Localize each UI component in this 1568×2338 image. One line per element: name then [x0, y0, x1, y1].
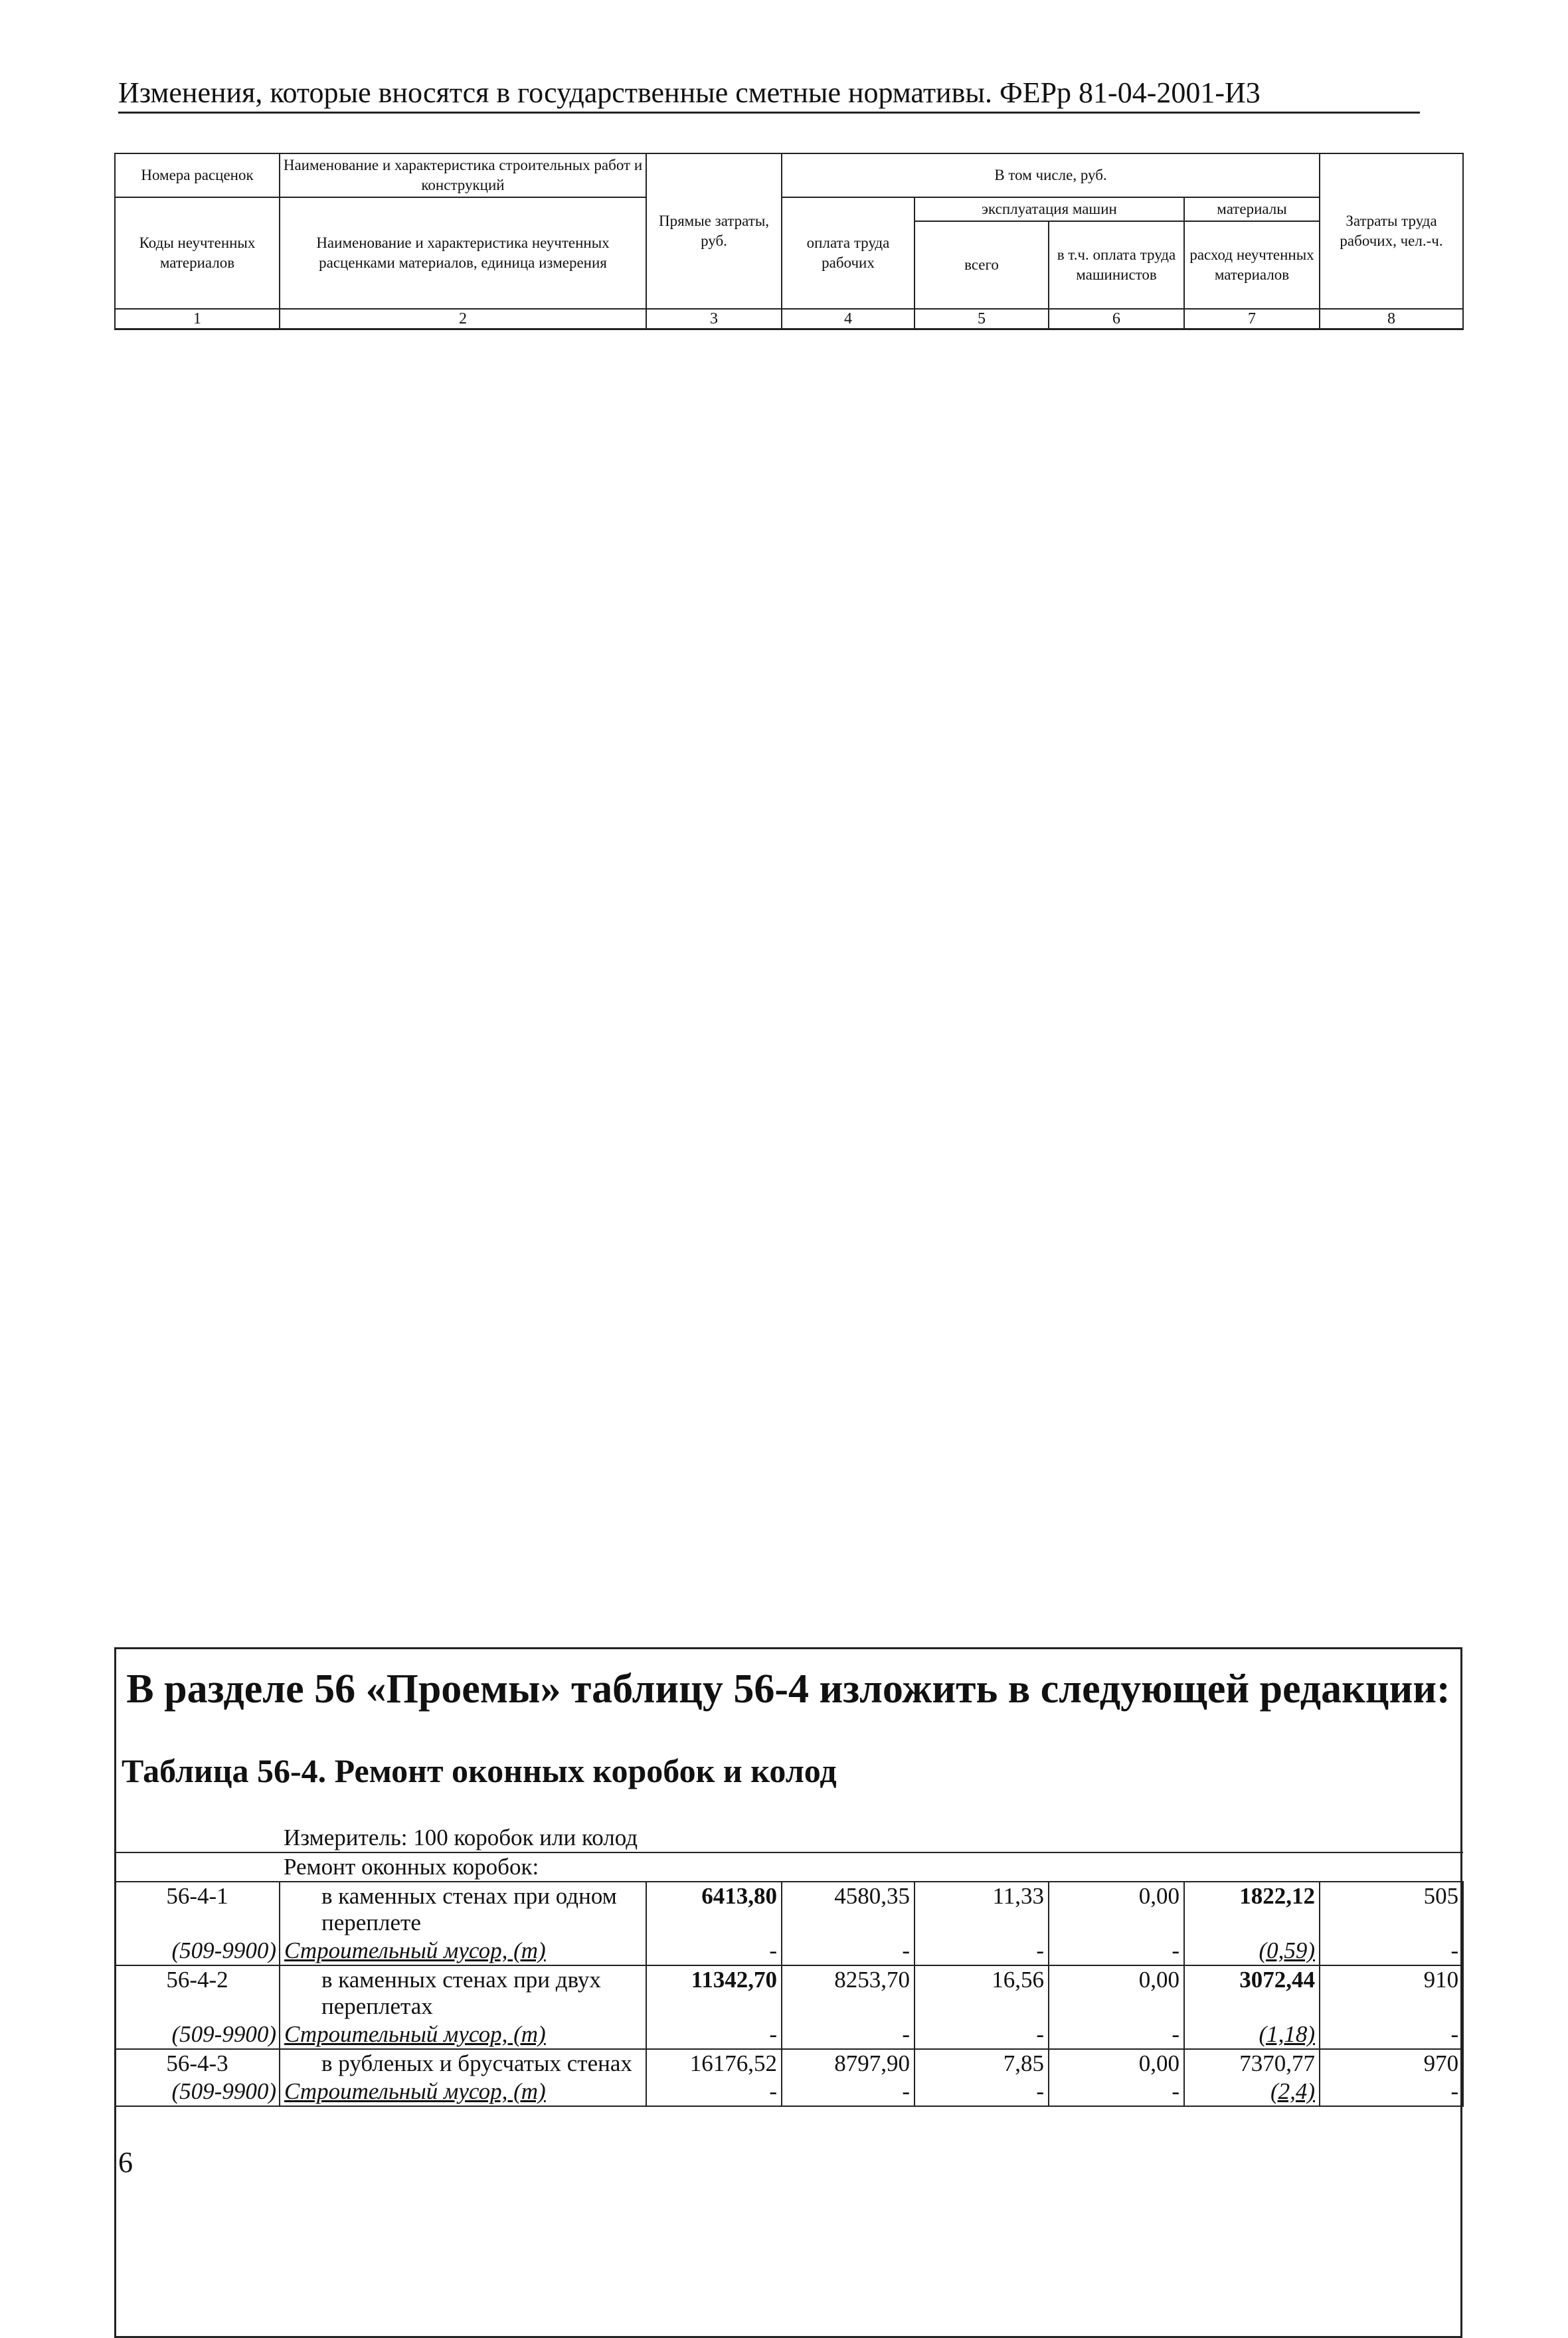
materials: 7370,77: [1184, 2049, 1320, 2078]
column-number: 1: [115, 309, 280, 329]
header-machines-total: всего: [915, 221, 1049, 309]
measure-unit: Измеритель: 100 коробок или колод: [280, 1824, 1463, 1852]
direct-costs: 16176,52: [646, 2049, 782, 2078]
header-machines: эксплуатация машин: [915, 197, 1184, 221]
table-title: Таблица 56-4. Ремонт оконных коробок и колод: [122, 1752, 837, 1789]
column-number: 6: [1049, 309, 1184, 329]
materials: 1822,12: [1184, 1882, 1320, 1937]
header-labor-costs: Затраты труда рабочих, чел.-ч.: [1320, 153, 1463, 309]
material-direct: -: [646, 2021, 782, 2049]
machine-operators: 0,00: [1049, 2049, 1184, 2078]
header-materials-usage: расход неучтенных материалов: [1184, 221, 1320, 309]
material-operators: -: [1049, 2021, 1184, 2049]
material-code: (509-9900): [115, 1937, 280, 1965]
rate-code: 56-4-2: [115, 1965, 280, 2021]
table-row: [115, 1937, 1463, 1965]
machines-total: 7,85: [915, 2049, 1049, 2078]
material-operators: -: [1049, 1937, 1184, 1965]
material-operators: -: [1049, 2078, 1184, 2106]
material-name: Строительный мусор, (т): [280, 2078, 646, 2106]
material-code: (509-9900): [115, 2021, 280, 2049]
materials: 3072,44: [1184, 1965, 1320, 2021]
rate-code: 56-4-3: [115, 2049, 280, 2078]
rate-name: в каменных стенах при одном переплете: [280, 1882, 646, 1937]
table-row: [115, 1965, 1463, 2021]
column-number: 4: [782, 309, 915, 329]
rate-name: в рубленых и брусчатых стенах: [280, 2049, 646, 2078]
material-machines: -: [915, 2021, 1049, 2049]
direct-costs: 11342,70: [646, 1965, 782, 2021]
header-material-codes: Коды неучтенных материалов: [115, 197, 280, 309]
header-direct-costs: Прямые затраты, руб.: [646, 153, 782, 309]
material-code: (509-9900): [115, 2078, 280, 2106]
table-row: [115, 1882, 1463, 1937]
machine-operators: 0,00: [1049, 1965, 1184, 2021]
header-material-name: Наименование и характеристика неучтенных расценками материалов, единица измерения: [280, 197, 646, 309]
header-in-total: В том числе, руб.: [782, 153, 1320, 197]
rates-table: [114, 1824, 1464, 2107]
material-name: Строительный мусор, (т): [280, 2021, 646, 2049]
table-row: [115, 2078, 1463, 2106]
material-name: Строительный мусор, (т): [280, 1937, 646, 1965]
header-machine-operators: в т.ч. оплата труда машинистов: [1049, 221, 1184, 309]
material-usage: (2,4): [1184, 2078, 1320, 2106]
material-machines: -: [915, 1937, 1049, 1965]
running-header: Изменения, которые вносятся в государственные сметные нормативы. ФЕРр 81-04-2001-И3: [118, 74, 1420, 114]
material-usage: (1,18): [1184, 2021, 1320, 2049]
material-machines: -: [915, 2078, 1049, 2106]
wages: 8253,70: [782, 1965, 915, 2021]
header-work-name: Наименование и характеристика строительных работ и конструкций: [280, 153, 646, 197]
rate-name: в каменных стенах при двух переплетах: [280, 1965, 646, 2021]
column-number: 3: [646, 309, 782, 329]
machine-operators: 0,00: [1049, 1882, 1184, 1937]
column-number: 2: [280, 309, 646, 329]
material-direct: -: [646, 1937, 782, 1965]
machines-total: 11,33: [915, 1882, 1049, 1937]
rate-code: 56-4-1: [115, 1882, 280, 1937]
direct-costs: 6413,80: [646, 1882, 782, 1937]
material-wages: -: [782, 2021, 915, 2049]
wages: 4580,35: [782, 1882, 915, 1937]
column-number: 7: [1184, 309, 1320, 329]
table-row: [115, 2049, 1463, 2078]
material-labor: -: [1320, 2078, 1463, 2106]
wages: 8797,90: [782, 2049, 915, 2078]
header-wages: оплата труда рабочих: [782, 197, 915, 309]
material-wages: -: [782, 1937, 915, 1965]
machines-total: 16,56: [915, 1965, 1049, 2021]
section-title: В разделе 56 «Проемы» таблицу 56-4 изложить в следующей редакции:: [126, 1666, 1450, 1712]
labor-costs: 505: [1320, 1882, 1463, 1937]
material-wages: -: [782, 2078, 915, 2106]
table-row: [115, 2021, 1463, 2049]
material-labor: -: [1320, 2021, 1463, 2049]
column-number: 5: [915, 309, 1049, 329]
page-number: 6: [118, 2146, 133, 2179]
header-materials: материалы: [1184, 197, 1320, 221]
column-header-table: [114, 153, 1464, 330]
header-rate-numbers: Номера расценок: [115, 153, 280, 197]
material-direct: -: [646, 2078, 782, 2106]
material-labor: -: [1320, 1937, 1463, 1965]
material-usage: (0,59): [1184, 1937, 1320, 1965]
column-number: 8: [1320, 309, 1463, 329]
labor-costs: 970: [1320, 2049, 1463, 2078]
group-title: Ремонт оконных коробок:: [280, 1852, 1463, 1882]
labor-costs: 910: [1320, 1965, 1463, 2021]
